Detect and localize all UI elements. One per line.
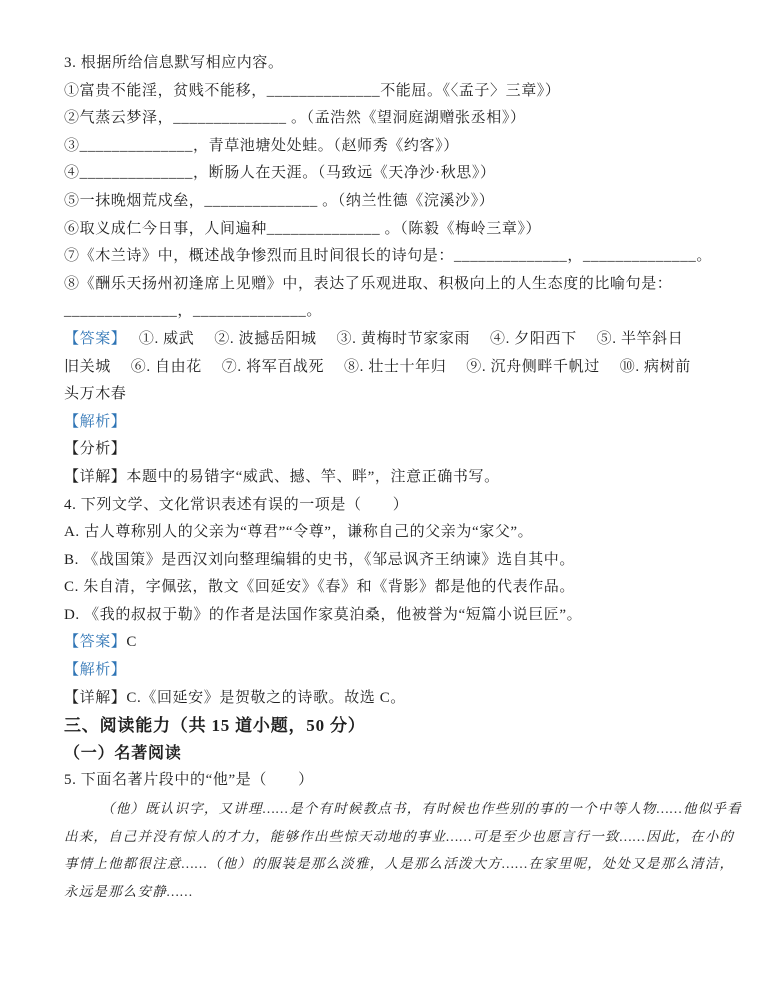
q4-option-a-text: A. 古人尊称别人的父亲为“尊君”“令尊”，谦称自己的父亲为“家父”。 (64, 524, 534, 541)
q4-stem-text: 4. 下列文学、文化常识表述有误的一项是（ ） (64, 496, 409, 513)
q3-xiangjie-text: 【详解】本题中的易错字“威武、撼、竿、畔”，注意正确书写。 (64, 468, 500, 485)
q3-item-2 (64, 105, 710, 133)
q3-answer-line-1 (64, 326, 710, 354)
q3-item-4 (64, 160, 710, 188)
section-subtitle (64, 740, 710, 768)
q4-option-c (64, 574, 710, 602)
q3-jiexi-label-text: 【解析】 (64, 413, 127, 430)
q4-option-c-text: C. 朱自清，字佩弦，散文《回延安》《春》和《背影》都是他的代表作品。 (64, 579, 576, 596)
section-title-text: 三、阅读能力（共 15 道小题，50 分） (64, 716, 366, 736)
q5-passage-line-2-text: 出来，自己并没有惊人的才力，能够作出些惊天动地的事业……可是至少也愿言行一致……因此，在小的 (64, 828, 735, 844)
q3-answer-line-3-text: 头万木春 (64, 386, 127, 403)
q3-fenxi-label-text: 【分析】 (64, 441, 127, 458)
q3-item-3-text: ③______________，青草池塘处处蛙。（赵师秀《约客》） (64, 137, 459, 154)
q5-passage-line-3-text: 事情上他都很注意……（他）的服装是那么淡雅，人是那么活泼大方……在家里呢，处处又是那么清洁， (64, 856, 735, 872)
q5-stem (64, 767, 710, 795)
q3-item-8-blanks-text: ______________，______________。 (64, 303, 322, 320)
q3-item-1 (64, 78, 710, 106)
q3-item-8-text: ⑧《酬乐天扬州初逢席上见赠》中，表达了乐观进取、积极向上的人生态度的比喻句是： (64, 275, 673, 292)
section-subtitle-text: （一）名著阅读 (64, 744, 182, 762)
q4-xiangjie-text: 【详解】C.《回延安》是贺敬之的诗歌。故选 C。 (64, 689, 406, 706)
q5-passage-line-2 (64, 823, 735, 851)
q4-option-a (64, 519, 710, 547)
q4-answer-value: C (126, 634, 138, 651)
q4-answer-label: 【答案】 (64, 634, 127, 651)
q3-item-8 (64, 271, 710, 299)
q3-item-4-text: ④______________，断肠人在天涯。（马致远《天净沙·秋思》） (64, 165, 496, 182)
q4-option-b-text: B. 《战国策》是西汉刘向整理编辑的史书，《邹忌讽齐王纳谏》选自其中。 (64, 551, 576, 568)
q3-item-2-text: ②气蒸云梦泽，______________ 。（孟浩然《望洞庭湖赠张丞相》） (64, 110, 526, 127)
q4-jiexi-label (64, 657, 710, 685)
q3-answer-label: 【答案】 (64, 330, 119, 347)
q5-passage-line-4-text: 永远是那么安静…… (64, 883, 194, 899)
q3-fenxi-label (64, 436, 710, 464)
q3-item-5 (64, 188, 710, 216)
q3-stem (64, 50, 710, 78)
q4-option-b (64, 547, 710, 575)
q5-stem-text: 5. 下面名著片段中的“他”是（ ） (64, 772, 314, 789)
q3-item-7-text: ⑦《木兰诗》中，概述战争惨烈而且时间很长的诗句是：______________，______________。 (64, 248, 713, 265)
q4-jiexi-label-text: 【解析】 (64, 662, 127, 679)
q3-item-6-text: ⑥取义成仁今日事，人间遍种______________ 。（陈毅《梅岭三章》） (64, 220, 542, 237)
q3-item-8-blanks (64, 298, 710, 326)
q3-answer-line-2 (64, 354, 710, 382)
q4-xiangjie (64, 685, 710, 713)
q4-stem (64, 492, 710, 520)
q3-answer-line-2-text: 旧关城 ⑥. 自由花 ⑦. 将军百战死 ⑧. 壮士十年归 ⑨. 沉舟侧畔千帆过 ⑩. 病树前 (64, 358, 691, 375)
q3-stem-text: 3. 根据所给信息默写相应内容。 (64, 55, 284, 71)
q4-option-d (64, 602, 710, 630)
q3-item-6 (64, 216, 710, 244)
q4-answer-line (64, 629, 710, 657)
section-title (64, 712, 710, 740)
q3-answer-line-1-text: ①. 威武 ②. 波撼岳阳城 ③. 黄梅时节家家雨 ④. 夕阳西下 ⑤. 半竿斜日 (118, 330, 684, 347)
q3-item-5-text: ⑤一抹晚烟荒戍垒，______________ 。（纳兰性德《浣溪沙》） (64, 192, 495, 209)
q5-passage-line-1 (64, 795, 742, 823)
q3-item-3 (64, 133, 710, 161)
q3-item-1-text: ①富贵不能淫，贫贱不能移，______________不能屈。《〈孟子〉三章》） (64, 82, 561, 99)
q5-passage-line-1-text: （他）既认识字，又讲理……是个有时候教点书，有时候也作些别的事的一个中等人物……他似乎看 (101, 801, 742, 817)
q5-passage-line-4 (64, 878, 710, 906)
q4-option-d-text: D. 《我的叔叔于勒》的作者是法国作家莫泊桑，他被誉为“短篇小说巨匠”。 (64, 606, 583, 623)
q3-xiangjie (64, 464, 710, 492)
q5-passage-line-3 (64, 850, 735, 878)
q3-jiexi-label (64, 409, 710, 437)
q3-item-7 (64, 243, 713, 271)
q3-answer-line-3 (64, 381, 710, 409)
